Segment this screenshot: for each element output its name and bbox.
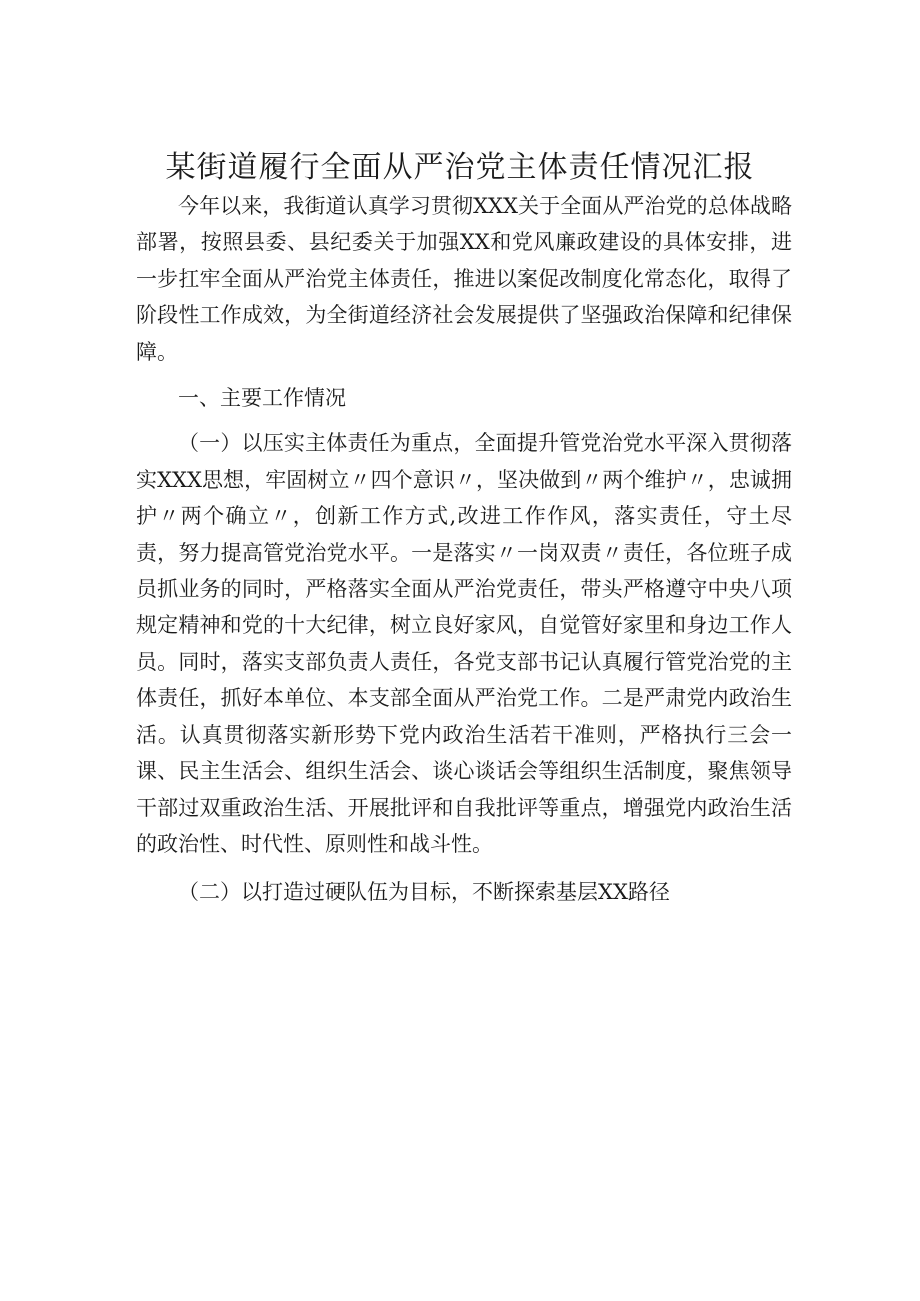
document-title: 某街道履行全面从严治党主体责任情况汇报	[165, 150, 755, 185]
subsection-paragraph-1: （一）以压实主体责任为重点，全面提升管党治党水平深入贯彻落实XXX思想，牢固树立〃四个意识〃，坚决做到〃两个维护〃，忠诚拥护〃两个确立〃，创新工作方式,改进工作作风，落实责任，守土尽责，努力提高管党治党水平。一是落实〃一岗双责〃责任，各位班子成员抓业务的同时，严格落实全面从严治党责任，带头严格遵守中央八项规定精神和党的十大纪律，树立良好家风，自觉管好家里和身边工作人员。同时，落实支部负责人责任，各党支部书记认真履行管党治党的主体责任，抓好本单位、本支部全面从严治党工作。二是严肃党内政治生活。认真贯彻落实新形势下党内政治生活若干准则，严格执行三会一课、民主生活会、组织生活会、谈心谈话会等组织生活制度，聚焦领导干部过双重政治生活、开展批评和自我批评等重点，增强党内政治生活的政治性、时代性、原则性和战斗性。	[136, 431, 792, 856]
intro-paragraph: 今年以来，我街道认真学习贯彻XXX关于全面从严治党的总体战略部署，按照县委、县纪委关于加强XX和党风廉政建设的具体安排，进一步扛牢全面从严治党主体责任，推进以案促改制度化常态化，取得了阶段性工作成效，为全街道经济社会发展提供了坚强政治保障和纪律保障。	[136, 194, 792, 364]
document-body	[136, 188, 792, 911]
section-heading-main-work: 一、主要工作情况	[178, 386, 346, 411]
subsection-heading-2: （二）以打造过硬队伍为目标，不断探索基层XX路径	[178, 880, 670, 905]
